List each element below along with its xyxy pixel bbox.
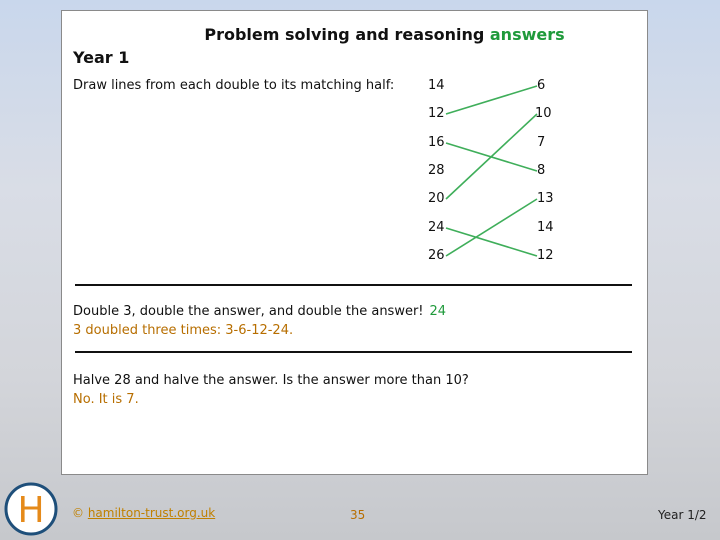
half-item: 13 [537,191,554,206]
double-item: 16 [428,135,445,150]
hamilton-logo [4,482,58,536]
match-line [446,228,537,256]
match-line [446,114,537,171]
half-item: 14 [537,220,554,235]
question-2 [73,304,446,319]
page-number: 35 [350,508,366,522]
double-item: 28 [428,163,445,178]
matching-instruction: Draw lines from each double to its matching half: [73,78,395,93]
worksheet-card [61,10,648,475]
copyright-link[interactable]: hamilton-trust.org.uk [87,506,216,520]
title-highlight: answers [489,25,565,44]
half-item: 10 [535,106,552,121]
match-line [446,199,537,256]
half-item: 7 [537,135,546,150]
double-item: 20 [428,191,445,206]
double-item: 12 [428,106,445,121]
year-label: Year 1/2 [658,508,707,522]
copyright-symbol: © [72,506,84,520]
half-item: 6 [537,78,546,93]
question-2-explanation: 3 doubled three times: 3-6-12-24. [73,323,294,338]
matching-lines [62,11,649,476]
question-2-text: Double 3, double the answer, and double the answer! [73,304,424,319]
question-2-answer: 24 [429,304,447,319]
svg-text:H: H [17,490,45,531]
match-line [446,114,537,199]
copyright [72,506,215,520]
double-item: 14 [428,78,445,93]
question-3-text: Halve 28 and halve the answer. Is the answer more than 10? [73,373,469,388]
half-item: 8 [537,163,546,178]
divider [75,351,632,353]
match-line [446,171,537,228]
double-item: 24 [428,220,445,235]
half-item: 12 [537,248,554,263]
divider [75,284,632,286]
year-heading: Year 1 [73,48,130,67]
match-line [446,86,537,114]
question-3-answer: No. It is 7. [73,392,139,407]
double-item: 26 [428,248,445,263]
title-main: Problem solving and reasoning [204,25,485,44]
